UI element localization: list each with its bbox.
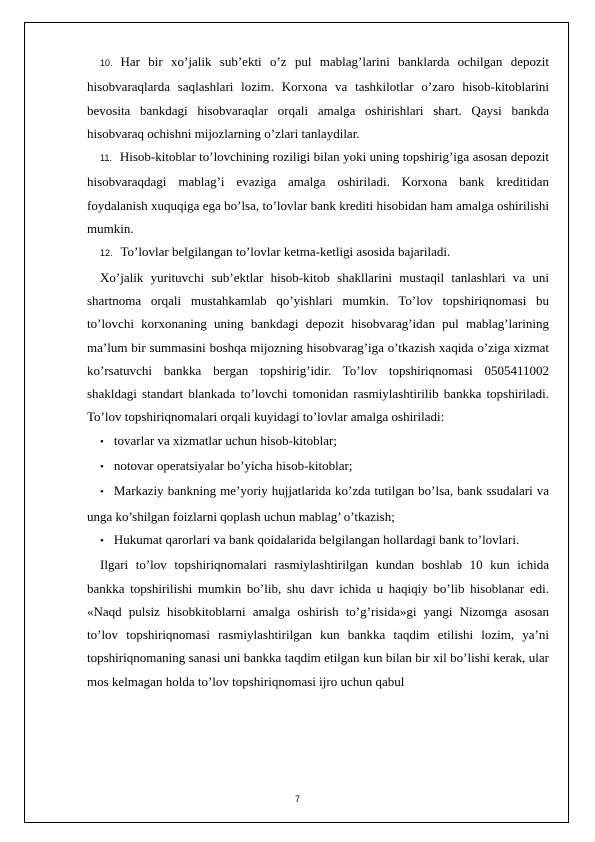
page-number: 7 (294, 794, 300, 804)
bullet-text: notovar operatsiyalar bo’yicha hisob-kitoblar; (113, 458, 353, 474)
list-item-10 (87, 50, 549, 145)
item-text: Har bir xo’jalik sub’ekti o’z pul mablag’larini banklarda ochilgan depozit hisobvaraqlarda saqlashlari lozim. Korxona va tashkilotlar o’zaro hisob-kitoblarini bevosita bankdagi hisobvaraqlar orqali amalga oshirishlari shart. Qaysi bankda hisobvaraq ochishni mijozlarning o’zlari tanlaydilar. (87, 54, 549, 141)
list-item-12 (87, 240, 549, 265)
item-text: To’lovlar belgilangan to’lovlar ketma-ketligi asosida bajariladi. (120, 244, 451, 260)
bullet-icon: • (100, 486, 104, 499)
document-body (87, 50, 549, 693)
outro-paragraph: Ilgari to’lov topshiriqnomalari rasmiylashtirilgan kundan boshlab 10 kun ichida bankka topshirilishi mumkin bo’lib, shu davr ichida u haqiqiy bo’lib hisoblanar edi. «Naqd pulsiz hisobkitoblarni amalga oshirish to’g’risida»gi yangi Nizomga asosan to’lov topshiriqnomasi rasmiylashtirilgan kun bankka taqdim etilishi lozim, ya’ni topshiriqnomaning sanasi uni bankka taqdim etilgan kun bilan bir xil bo’lishi kerak, ular mos kelmagan holda to’lov topshiriqnomasi ijro uchun qabul (87, 557, 549, 689)
list-item-11 (87, 145, 549, 240)
bullet-item (87, 479, 549, 528)
item-number: 11. (100, 153, 112, 164)
intro-paragraph: Xo’jalik yurituvchi sub’ektlar hisob-kitob shakllarini mustaqil tanlashlari va uni shartnoma orqali mustahkamlab qo’yishlari mumkin. To’lov topshiriqnomasi bu to’lovchi korxonaning uning bankdagi depozit hisobvarag’idan pul mablag’larining ma’lum bir summasini boshqa mijozning hisobvarag’iga o’tkazish xaqida o’ziga xizmat ko’rsatuvchi bankka bergan topshirig’idir. To’lov topshiriqnomasi 0505411002 shakldagi standart blankada to’lovchi tomonidan rasmiylashtirilib bankka topshiriladi. To’lov topshiriqnomalari orqali kuyidagi to’lovlar amalga oshiriladi: (87, 269, 549, 425)
bullet-icon: • (100, 461, 104, 474)
item-text: Hisob-kitoblar to’lovchining roziligi bilan yoki uning topshirig’iga asosan depozit hisobvaraqdagi mablag’i evaziga amalga oshiriladi. Korxona bank kreditidan foydalanish xuquqiga ega bo’lsa, to’lovlar bank krediti hisobidan ham amalga oshirilishi mumkin. (87, 149, 549, 237)
bullet-item (87, 454, 549, 479)
bullet-icon: • (100, 534, 104, 547)
bullet-item (87, 528, 549, 553)
item-number: 10. (100, 58, 113, 68)
item-number: 12. (100, 248, 113, 259)
bullet-icon: • (100, 435, 104, 448)
bullet-text: tovarlar va xizmatlar uchun hisob-kitoblar; (113, 432, 337, 448)
bullet-text: Hukumat qarorlari va bank qoidalarida belgilangan hollardagi bank to’lovlari. (113, 531, 520, 547)
bullet-text: Markaziy bankning me’yoriy hujjatlarida ko’zda tutilgan bo’lsa, bank ssudalari va unga ko’shilgan foizlarni qoplash uchun mablag’ o’tkazish; (87, 483, 549, 524)
bullet-item (87, 429, 549, 454)
